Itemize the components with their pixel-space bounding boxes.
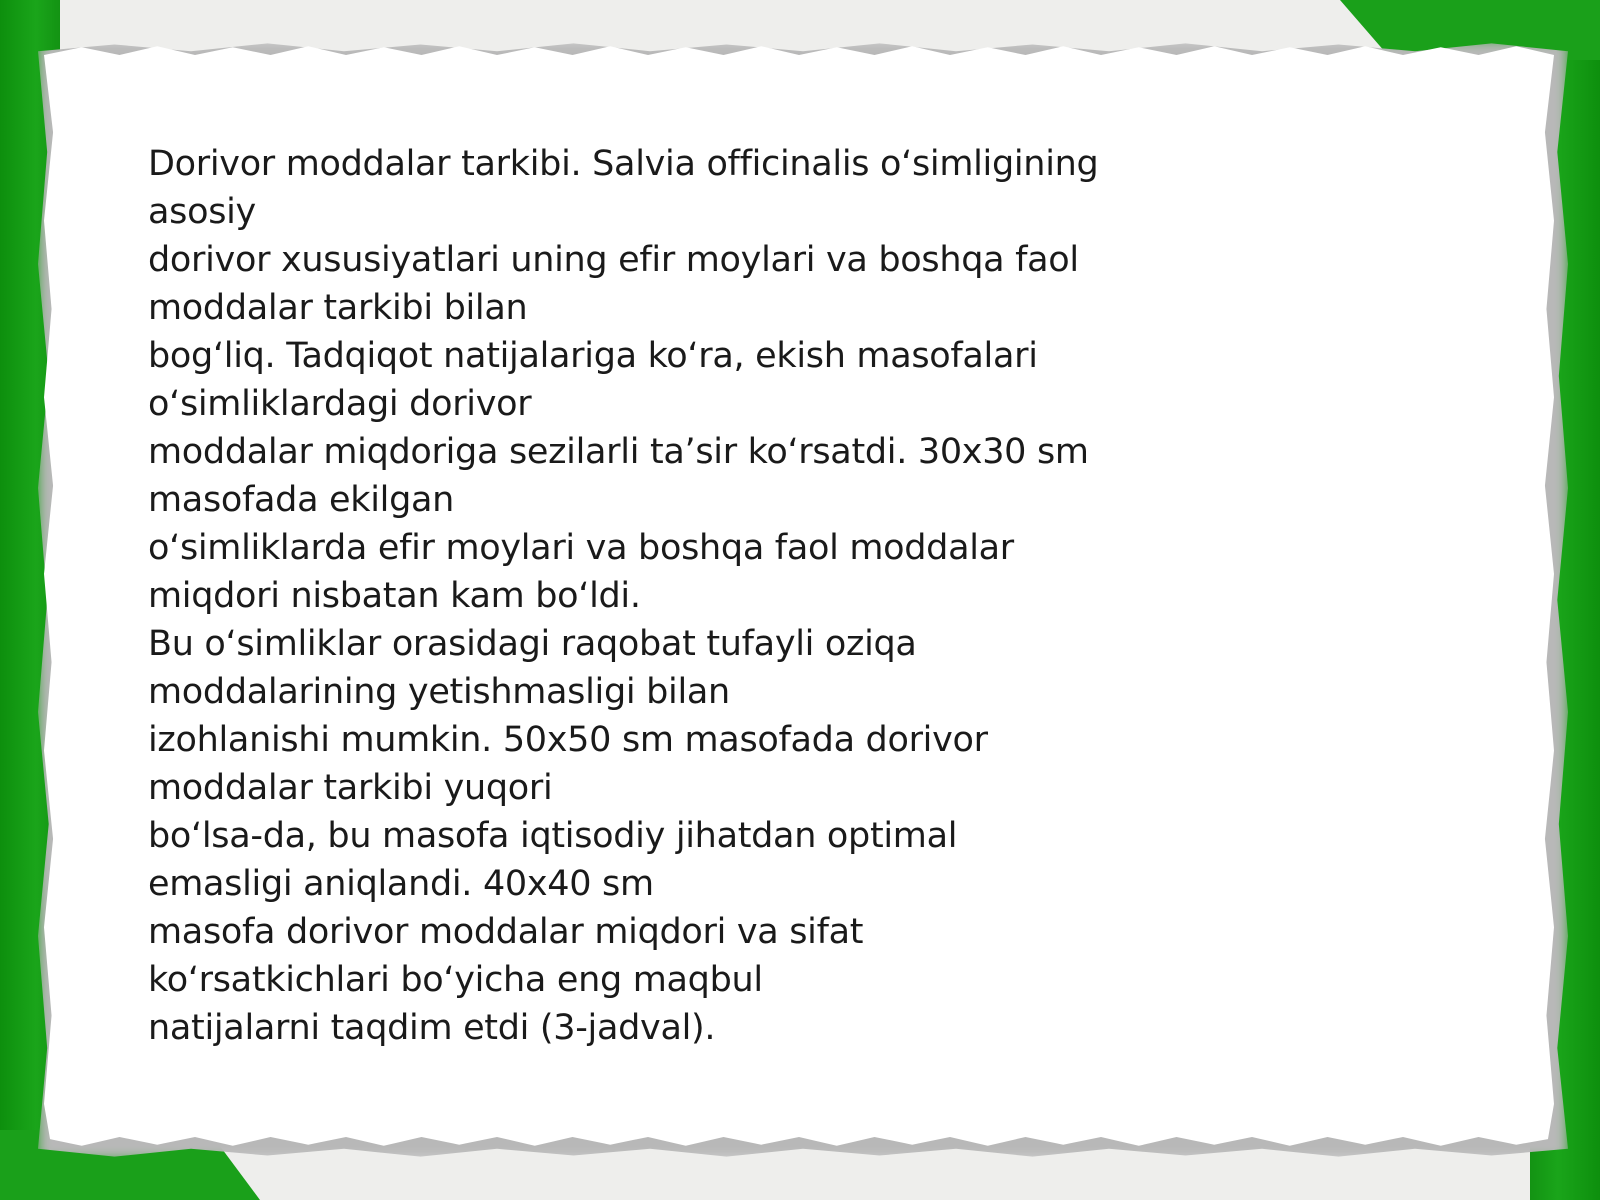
text-line: natijalarni taqdim etdi (3-jadval).	[148, 1008, 716, 1048]
text-line: miqdori nisbatan kam bo‘ldi.	[148, 576, 641, 616]
text-line: dorivor xususiyatlari uning efir moylari va boshqa faol	[148, 240, 1079, 280]
text-line: asosiy	[148, 192, 256, 232]
text-line: Dorivor moddalar tarkibi. Salvia officinalis o‘simligining	[148, 144, 1099, 184]
text-line: bog‘liq. Tadqiqot natijalariga ko‘ra, ekish masofalari	[148, 336, 1038, 376]
text-line: masofada ekilgan	[148, 480, 455, 520]
text-line: bo‘lsa-da, bu masofa iqtisodiy jihatdan optimal	[148, 816, 958, 856]
text-line: moddalar tarkibi yuqori	[148, 768, 553, 808]
text-line: Bu o‘simliklar orasidagi raqobat tufayli oziqa	[148, 624, 917, 664]
text-line: izohlanishi mumkin. 50x50 sm masofada dorivor	[148, 720, 988, 760]
text-line: moddalar tarkibi bilan	[148, 288, 528, 328]
text-line: moddalarining yetishmasligi bilan	[148, 672, 730, 712]
text-line: masofa dorivor moddalar miqdori va sifat	[148, 912, 864, 952]
text-line: ko‘rsatkichlari bo‘yicha eng maqbul	[148, 960, 763, 1000]
text-line: emasligi aniqlandi. 40x40 sm	[148, 864, 654, 904]
text-line: o‘simliklardagi dorivor	[148, 384, 532, 424]
text-line: o‘simliklarda efir moylari va boshqa faol moddalar	[148, 528, 1014, 568]
text-line: moddalar miqdoriga sezilarli ta’sir ko‘rsatdi. 30x30 sm	[148, 432, 1089, 472]
body-text	[148, 140, 1248, 1052]
